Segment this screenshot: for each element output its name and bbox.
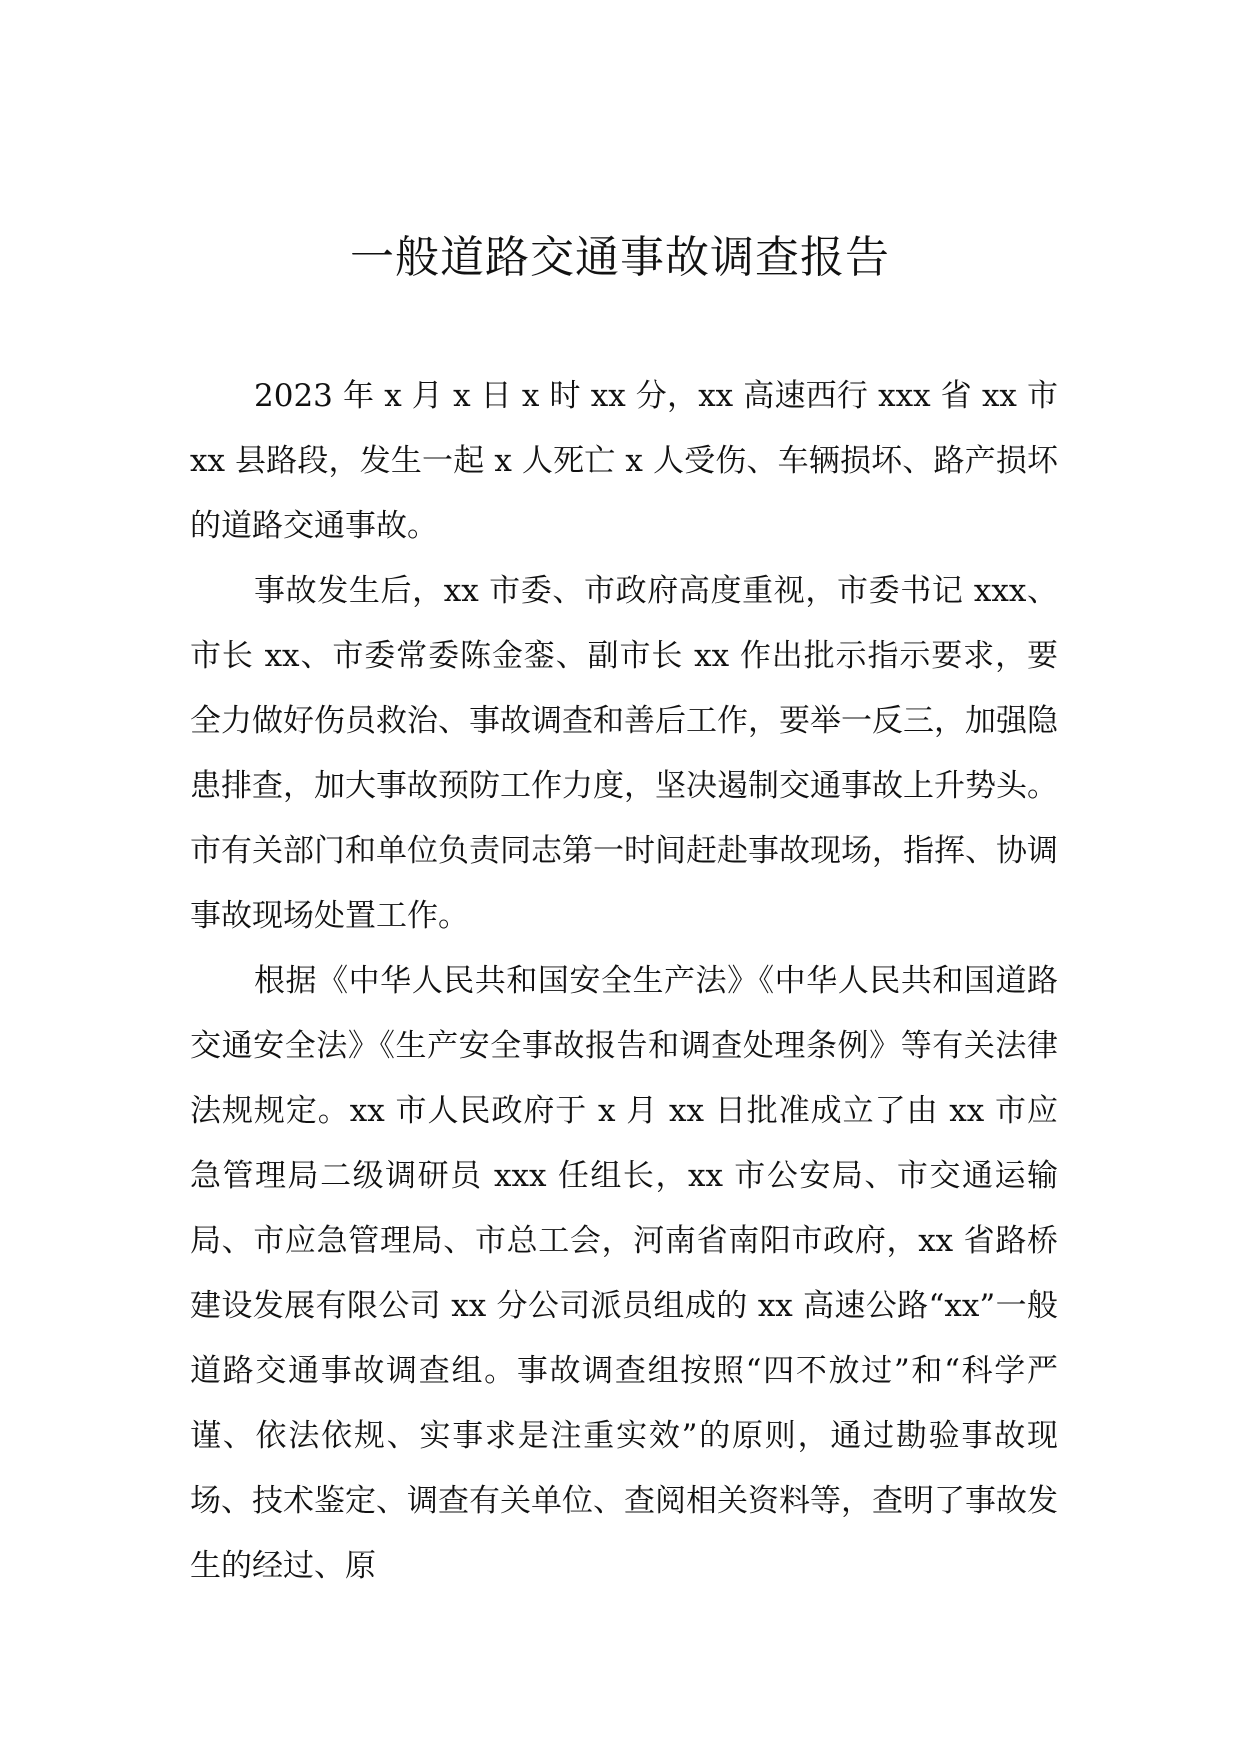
paragraph-investigation-team: 根据《中华人民共和国安全生产法》《中华人民共和国道路交通安全法》《生产安全事故报告和调查处理条例》等有关法律法规规定。xx 市人民政府于 x 月 xx 日批准成立了由 xx 市应急管理局二级调研员 xxx 任组长，xx 市公安局、市交通运输局、市应急管理局、市总工会，河南省南阳市政府，xx 省路桥建设发展有限公司 xx 分公司派员组成的 xx 高速公路“xx”一般道路交通事故调查组。事故调查组按照“四不放过”和“科学严谨、依法依规、实事求是注重实效”的原则，通过勘验事故现场、技术鉴定、调查有关单位、查阅相关资料等，查明了事故发生的经过、原 bbox=[190, 963, 1058, 1584]
document-title: 一般道路交通事故调查报告 bbox=[350, 232, 890, 283]
paragraph-government-response: 事故发生后，xx 市委、市政府高度重视，市委书记 xxx、市长 xx、市委常委陈金銮、副市长 xx 作出批示指示要求，要全力做好伤员救治、事故调查和善后工作，要举一反三，加强隐患排查，加大事故预防工作力度，坚决遏制交通事故上升势头。市有关部门和单位负责同志第一时间赶赴事故现场，指挥、协调事故现场处置工作。 bbox=[190, 573, 1058, 934]
document-body bbox=[190, 364, 1058, 1599]
paragraph-incident-summary: 2023 年 x 月 x 日 x 时 xx 分，xx 高速西行 xxx 省 xx 市 xx 县路段，发生一起 x 人死亡 x 人受伤、车辆损坏、路产损坏的道路交通事故。 bbox=[190, 378, 1058, 544]
